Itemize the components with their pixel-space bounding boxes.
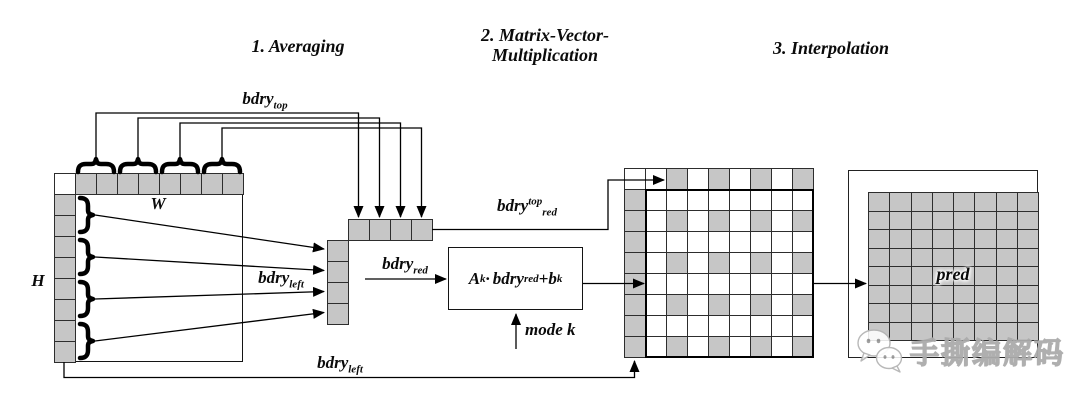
label-base: bdry bbox=[497, 196, 529, 215]
cell bbox=[911, 248, 933, 268]
cell bbox=[996, 248, 1018, 268]
cell bbox=[889, 248, 911, 268]
title-line-1: 2. Matrix-Vector- bbox=[481, 25, 609, 45]
cell bbox=[54, 257, 76, 279]
top-brace-2 bbox=[120, 159, 156, 172]
cell bbox=[180, 173, 202, 195]
label-height: H bbox=[31, 271, 45, 290]
label-base: bdry bbox=[317, 353, 349, 372]
cell bbox=[348, 219, 370, 241]
cell bbox=[624, 273, 646, 295]
cell bbox=[911, 303, 933, 323]
cell bbox=[996, 303, 1018, 323]
cell bbox=[868, 285, 890, 305]
cell bbox=[1017, 303, 1039, 323]
label-base: bdry bbox=[382, 254, 414, 273]
cell bbox=[624, 231, 646, 253]
formula-dot: · bbox=[485, 268, 490, 288]
label-base: bdry bbox=[258, 268, 290, 287]
cell bbox=[75, 173, 97, 195]
cell bbox=[1017, 266, 1039, 286]
cell bbox=[327, 303, 349, 325]
cell bbox=[889, 303, 911, 323]
cell bbox=[974, 285, 996, 305]
cell bbox=[932, 211, 954, 231]
title-line-2: Multiplication bbox=[491, 45, 599, 65]
watermark bbox=[856, 328, 1065, 374]
cell bbox=[687, 168, 709, 190]
cell bbox=[996, 266, 1018, 286]
cell bbox=[624, 210, 646, 232]
cell bbox=[953, 303, 975, 323]
label-bdry-left bbox=[258, 268, 304, 291]
label-sub: left bbox=[348, 363, 363, 376]
cell bbox=[771, 168, 793, 190]
cell bbox=[996, 285, 1018, 305]
cell bbox=[953, 285, 975, 305]
cell bbox=[911, 285, 933, 305]
cell bbox=[953, 211, 975, 231]
cell bbox=[624, 168, 646, 190]
cell bbox=[868, 192, 890, 212]
top-brace-4 bbox=[204, 159, 240, 172]
formula-c: b bbox=[548, 268, 557, 288]
cell bbox=[889, 285, 911, 305]
cell bbox=[666, 168, 688, 190]
cell bbox=[327, 282, 349, 304]
formula-a: A bbox=[468, 268, 481, 288]
label-sub: top bbox=[273, 99, 288, 112]
cell bbox=[932, 229, 954, 249]
cell bbox=[974, 211, 996, 231]
cell bbox=[868, 211, 890, 231]
cell bbox=[911, 266, 933, 286]
cell bbox=[624, 336, 646, 358]
cell bbox=[1017, 211, 1039, 231]
cell bbox=[729, 168, 751, 190]
cell bbox=[624, 252, 646, 274]
cell bbox=[327, 240, 349, 262]
formula-plus: + bbox=[538, 268, 549, 288]
cell bbox=[1017, 285, 1039, 305]
cell bbox=[932, 192, 954, 212]
title-matrix-vector-multiplication bbox=[481, 25, 609, 65]
formula-b: bdry bbox=[492, 268, 524, 288]
cell bbox=[159, 173, 181, 195]
cell bbox=[974, 303, 996, 323]
watermark-text: 手撕编解码 bbox=[910, 335, 1066, 370]
bdry-top-route-4 bbox=[222, 128, 422, 217]
label-sub: red bbox=[542, 206, 557, 219]
cell bbox=[624, 294, 646, 316]
label-sub: red bbox=[413, 264, 428, 277]
cell bbox=[708, 168, 730, 190]
cell bbox=[327, 261, 349, 283]
cell bbox=[911, 192, 933, 212]
cell bbox=[54, 278, 76, 300]
top-brace-3 bbox=[162, 159, 198, 172]
cell bbox=[889, 229, 911, 249]
cell bbox=[54, 299, 76, 321]
cell bbox=[54, 215, 76, 237]
cell bbox=[1017, 229, 1039, 249]
cell bbox=[953, 192, 975, 212]
cell bbox=[974, 266, 996, 286]
cell bbox=[889, 211, 911, 231]
cell bbox=[54, 173, 76, 195]
cell bbox=[996, 229, 1018, 249]
title-averaging: 1. Averaging bbox=[251, 36, 345, 56]
cell bbox=[974, 229, 996, 249]
cell bbox=[868, 229, 890, 249]
cell bbox=[996, 192, 1018, 212]
label-bdry-top-red bbox=[497, 195, 557, 219]
cell bbox=[645, 168, 667, 190]
label-bdry-left-bypass bbox=[317, 353, 363, 376]
cell bbox=[996, 211, 1018, 231]
cell bbox=[54, 236, 76, 258]
cell bbox=[974, 248, 996, 268]
cell bbox=[868, 303, 890, 323]
cell bbox=[390, 219, 412, 241]
cell bbox=[750, 168, 772, 190]
cell bbox=[54, 341, 76, 363]
title-interpolation: 3. Interpolation bbox=[772, 38, 890, 58]
label-bdry-red bbox=[382, 254, 428, 277]
label-sub: left bbox=[289, 278, 304, 291]
cell bbox=[792, 168, 814, 190]
matrix-formula: A k · bdry red + b k bbox=[468, 268, 563, 288]
cell bbox=[932, 285, 954, 305]
cell bbox=[138, 173, 160, 195]
cell bbox=[911, 229, 933, 249]
cell bbox=[932, 303, 954, 323]
label-base: bdry bbox=[242, 89, 274, 108]
cell bbox=[96, 173, 118, 195]
cell bbox=[54, 320, 76, 342]
cell bbox=[1017, 248, 1039, 268]
label-sup: top bbox=[528, 195, 543, 208]
cell bbox=[201, 173, 223, 195]
cell bbox=[868, 266, 890, 286]
label-mode-k: mode k bbox=[525, 320, 576, 339]
cell bbox=[624, 189, 646, 211]
source-block bbox=[75, 194, 243, 362]
cell bbox=[624, 315, 646, 337]
cell bbox=[411, 219, 433, 241]
cell bbox=[117, 173, 139, 195]
label-pred: pred bbox=[936, 264, 970, 284]
cell bbox=[54, 194, 76, 216]
top-brace-1 bbox=[78, 159, 114, 172]
cell bbox=[911, 211, 933, 231]
label-width: W bbox=[150, 194, 166, 213]
cell bbox=[1017, 192, 1039, 212]
wechat-icon bbox=[856, 328, 906, 374]
cell bbox=[889, 266, 911, 286]
label-bdry-top bbox=[242, 89, 288, 112]
cell bbox=[868, 248, 890, 268]
cell bbox=[222, 173, 244, 195]
cell bbox=[953, 229, 975, 249]
interpolation-block-border bbox=[645, 189, 814, 358]
cell bbox=[889, 192, 911, 212]
cell bbox=[974, 192, 996, 212]
cell bbox=[369, 219, 391, 241]
